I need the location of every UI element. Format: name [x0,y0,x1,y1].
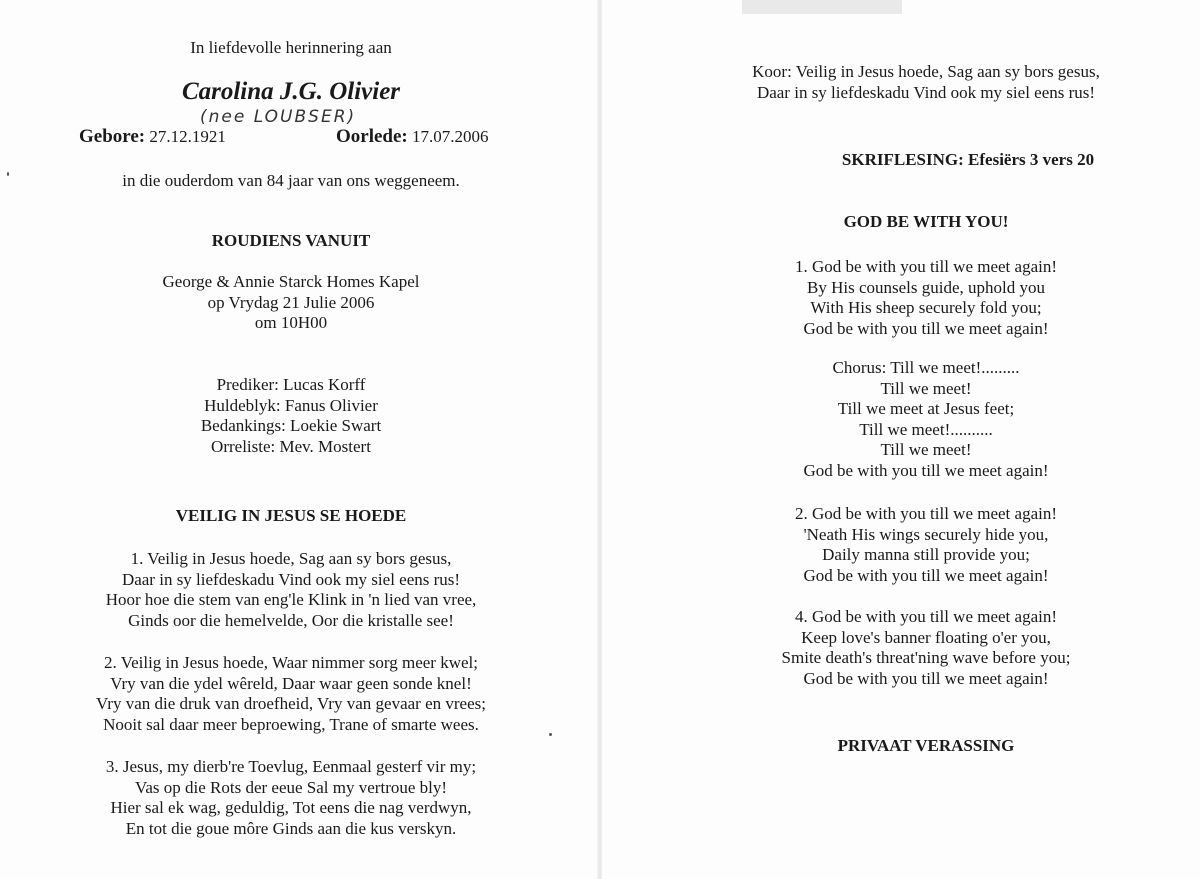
scripture-reading: SKRIFLESING: Efesiërs 3 vers 20 [841,150,1095,169]
age-line: in die ouderdom van 84 jaar van ons weggeneem. [122,171,460,190]
born-label: Gebore: [79,126,146,147]
paper-scuff [742,0,902,14]
right-page [602,0,1200,879]
verse-line: God be with you till we meet again! [803,668,1049,688]
hymn2-verse-1 [795,257,1057,339]
service-line: George & Annie Starck Homes Kapel [162,272,420,291]
verse-line: God be with you till we meet again! [803,318,1049,338]
role-line: Prediker: Lucas Korff [216,375,366,394]
chorus-line: Daar in sy liefdeskadu Vind ook my siel eens rus! [756,82,1096,102]
hymn2-verse-4 [782,607,1071,689]
verse-line: Till we meet at Jesus feet; [837,399,1015,418]
service-details [163,272,420,334]
intro-text: In liefdevolle herinnering aan [190,38,392,57]
chorus-line: Koor: Veilig in Jesus hoede, Sag aan sy bors gesus, [752,62,1100,81]
service-line: op Vrydag 21 Julie 2006 [207,292,375,312]
verse-line: Till we meet! [880,440,972,459]
role-line: Bedankings: Loekie Swart [200,416,382,435]
verse-line: God be with you till we meet again! [803,460,1049,480]
death-info [336,127,489,147]
speck-mark [549,733,552,736]
role-line: Orreliste: Mev. Mostert [211,436,371,456]
verse-line: 1. God be with you till we meet again! [794,257,1058,276]
verse-line: Chorus: Till we meet!......... [832,358,1020,377]
verse-line: Smite death's threat'ning wave before you; [781,648,1071,667]
verse-line: Till we meet!.......... [859,419,993,439]
verse-line: With His sheep securely fold you; [810,298,1042,317]
verse-line: Ginds oor die hemelvelde, Oor die kristalle see! [128,610,454,630]
verse-line: Vry van die druk van droefheid, Vry van gevaar en vrees; [96,694,486,713]
left-page [0,0,598,879]
role-line: Huldeblyk: Fanus Olivier [204,395,378,415]
died-date: 17.07.2006 [412,127,489,146]
verse-line: 'Neath His wings securely hide you, [803,524,1049,544]
verse-line: 2. Veilig in Jesus hoede, Waar nimmer sorg meer kwel; [104,653,478,672]
closing-text: PRIVAAT VERASSING [837,736,1015,755]
died-label: Oorlede: [336,126,408,147]
verse-line: Nooit sal daar meer beproewing, Trane of smarte wees. [103,714,479,734]
birth-info [79,127,226,147]
roles-list [201,375,381,457]
hymn2-chorus [803,358,1048,481]
speck-mark [7,172,9,176]
verse-line: 1. Veilig in Jesus hoede, Sag aan sy bors gesus, [130,549,452,568]
hymn-heading-left: VEILIG IN JESUS SE HOEDE [175,506,407,525]
verse-line: Keep love's banner floating o'er you, [801,627,1051,647]
hymn2-verse-2 [795,504,1057,586]
verse-line: God be with you till we meet again! [803,565,1049,585]
verse-line: En tot die goue môre Ginds aan die kus verskyn. [125,818,457,838]
verse-line: 2. God be with you till we meet again! [794,504,1058,523]
verse-line: Hier sal ek wag, geduldig, Tot eens die nag verdwyn, [110,798,472,817]
service-heading: ROUDIENS VANUIT [211,231,371,250]
verse-line: 4. God be with you till we meet again! [794,607,1058,626]
verse-line: Vas op die Rots der eeue Sal my vertroue bly! [134,777,448,797]
deceased-name: Carolina J.G. Olivier [181,78,401,105]
hymn-verse-3 [106,757,476,839]
verse-line: Hoor hoe die stem van eng'le Klink in 'n lied van vree, [105,590,477,609]
verse-line: Vry van die ydel wêreld, Daar waar geen sonde knel! [110,673,472,693]
verse-line: By His counsels guide, uphold you [807,277,1045,297]
hymn-verse-2 [96,653,486,735]
hymn-verse-1 [106,549,477,631]
chorus-repeat [752,62,1100,103]
verse-line: Daily manna still provide you; [822,545,1030,564]
verse-line: Till we meet! [880,378,972,398]
verse-line: Daar in sy liefdeskadu Vind ook my siel eens rus! [121,569,461,589]
verse-line: 3. Jesus, my dierb're Toevlug, Eenmaal gesterf vir my; [105,757,477,776]
born-date: 27.12.1921 [149,127,226,146]
service-line: om 10H00 [254,313,328,332]
hymn-heading-right: GOD BE WITH YOU! [843,212,1009,231]
handwritten-maiden-name: (nee LOUBSER) [200,107,357,127]
